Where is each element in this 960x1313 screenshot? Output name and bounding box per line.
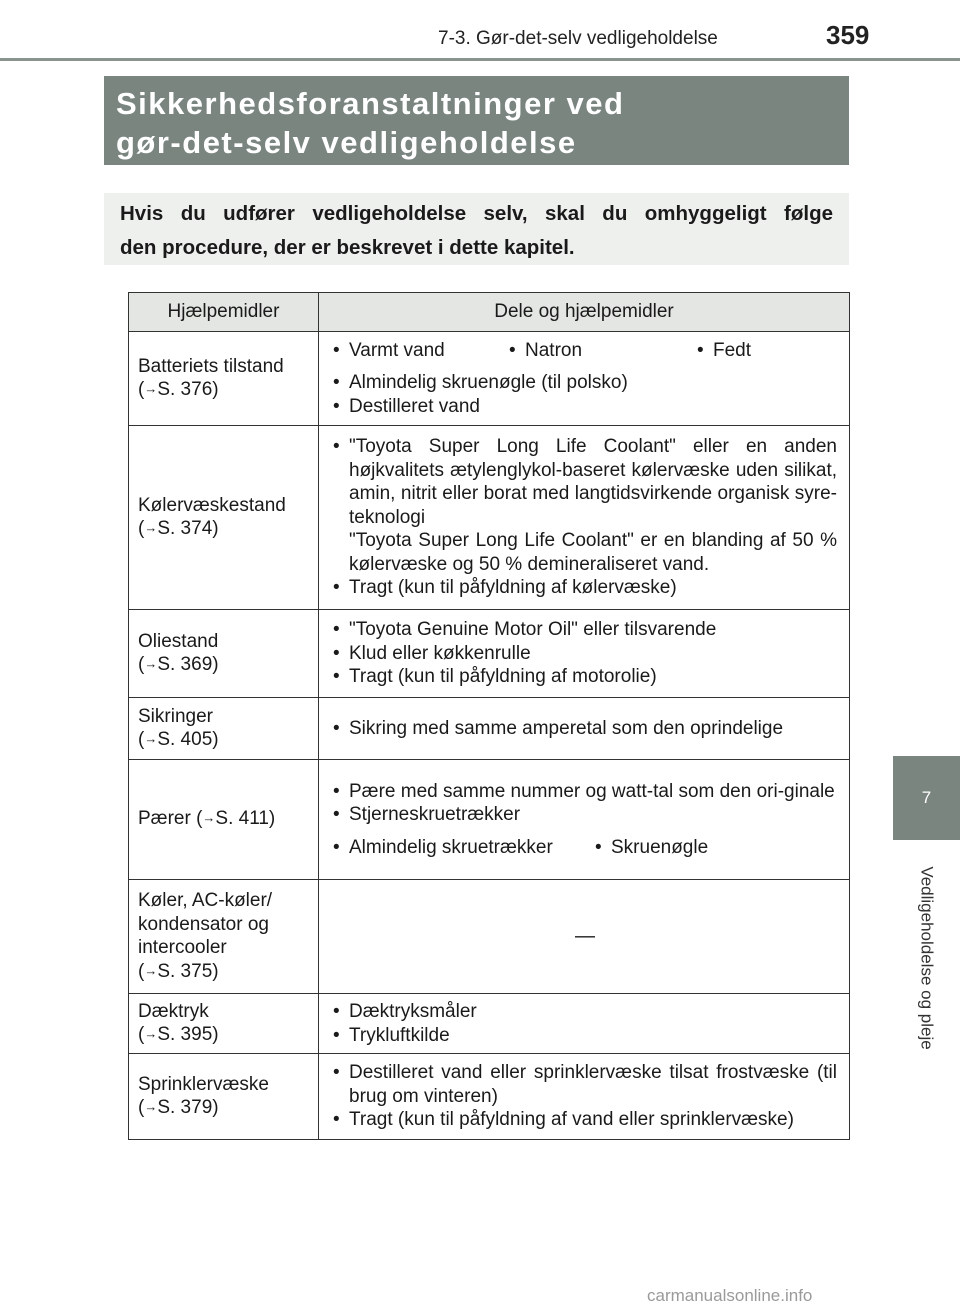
tool-cell — [129, 332, 319, 426]
tool-cell — [129, 994, 319, 1054]
arrow-icon: → — [144, 1026, 158, 1041]
tool-cell — [129, 610, 319, 698]
list-item: • Varmt vand — [333, 339, 509, 363]
intro-line-1: Hvis du udfører vedligeholdelse selv, skal du omhyggeligt følge — [120, 202, 833, 225]
parts-cell — [319, 698, 850, 760]
page-reference: (→S. 405) — [138, 729, 219, 750]
parts-inline-group — [333, 836, 837, 860]
column-header-parts: Dele og hjælpemidler — [319, 293, 850, 332]
watermark: carmanualsonline.info — [647, 1286, 813, 1305]
tool-name: Batteriets tilstand — [138, 355, 284, 377]
list-item: • Almindelig skruetrækker — [333, 836, 595, 860]
list-item-text: • "Toyota Super Long Life Coolant" eller en anden højkvalitets ætylenglykol-baseret kølervæske uden silikat, amin, nitrit eller borat med langtidsvirkende organisk syre-teknologi — [349, 436, 837, 528]
tool-cell — [129, 698, 319, 760]
arrow-icon: → — [144, 962, 158, 978]
table-row — [129, 332, 850, 426]
page-number: 359 — [826, 20, 870, 50]
list-item: • Tragt (kun til påfyldning af vand eller sprinklervæske) — [333, 1108, 837, 1132]
list-item: • Pære med samme nummer og watt-tal som den ori-ginale — [333, 780, 837, 804]
arrow-icon: → — [144, 381, 158, 396]
tool-name: Oliestand — [138, 630, 219, 652]
list-item: • Destilleret vand eller sprinklervæske tilsat frostvæske (til brug om vinteren) — [333, 1061, 837, 1108]
list-item: • Skruenøgle — [595, 836, 708, 860]
chapter-number: 7 — [921, 788, 932, 807]
parts-cell — [319, 994, 850, 1054]
table-header-row — [129, 293, 850, 332]
list-item — [333, 435, 837, 576]
parts-inline-group — [333, 339, 837, 363]
arrow-icon: → — [144, 656, 158, 671]
parts-cell — [319, 332, 850, 426]
list-item: • Sikring med samme amperetal som den oprindelige — [333, 717, 837, 741]
list-item: • Almindelig skruenøgle (til polsko) — [333, 371, 837, 395]
page-reference: (→S. 375) — [138, 960, 219, 982]
table-row — [129, 426, 850, 610]
tool-name: Køler, AC-køler/ — [138, 890, 273, 911]
page-title — [104, 76, 849, 165]
list-item: • Trykluftkilde — [333, 1024, 837, 1048]
tool-name: intercooler — [138, 937, 227, 958]
intro-box — [104, 193, 849, 265]
table-row — [129, 880, 850, 994]
chapter-label — [893, 843, 960, 1073]
table-row — [129, 698, 850, 760]
table-row — [129, 610, 850, 698]
list-item: • Stjerneskruetrækker — [333, 803, 837, 827]
header-rule — [0, 58, 960, 61]
list-item: • Klud eller køkkenrulle — [333, 642, 837, 666]
tools-table — [128, 292, 850, 1140]
tool-name: Sikringer — [138, 705, 213, 727]
list-item: • Tragt (kun til påfyldning af motorolie) — [333, 665, 837, 689]
page-reference: (→S. 395) — [138, 1024, 219, 1045]
arrow-icon: → — [144, 731, 158, 746]
column-header-tools: Hjælpemidler — [129, 293, 319, 332]
title-line-2: gør-det-selv vedligeholdelse — [116, 125, 577, 160]
chapter-tab — [893, 756, 960, 840]
tool-name: Dæktryk — [138, 1000, 209, 1022]
tool-cell — [129, 760, 319, 880]
list-item: • Destilleret vand — [333, 395, 837, 419]
table-row — [129, 994, 850, 1054]
tool-name: kondensator og — [138, 913, 269, 935]
table-row — [129, 1054, 850, 1140]
parts-cell — [319, 760, 850, 880]
tool-cell — [129, 426, 319, 610]
page-reference: (→S. 379) — [138, 1097, 219, 1118]
tool-cell — [129, 880, 319, 994]
list-item: • Natron — [509, 339, 697, 363]
list-item-note: "Toyota Super Long Life Coolant" er en blanding af 50 % kølervæske og 50 % demineraliseret vand. — [349, 530, 837, 575]
page-reference: (→S. 376) — [138, 379, 219, 400]
list-item: • Fedt — [697, 339, 751, 363]
arrow-icon: → — [144, 520, 158, 535]
list-item: • "Toyota Genuine Motor Oil" eller tilsvarende — [333, 618, 837, 642]
tool-cell — [129, 1054, 319, 1140]
tool-name: Sprinklervæske — [138, 1073, 269, 1095]
parts-cell — [319, 610, 850, 698]
parts-cell — [319, 880, 850, 994]
arrow-icon: → — [144, 1099, 158, 1114]
parts-cell — [319, 426, 850, 610]
page-reference: (→S. 374) — [138, 518, 219, 539]
section-header: 7-3. Gør-det-selv vedligeholdelse — [438, 28, 718, 49]
tool-name: Kølervæskestand — [138, 494, 286, 516]
intro-line-2: den procedure, der er beskrevet i dette kapitel. — [120, 236, 575, 259]
list-item: • Dæktryksmåler — [333, 1000, 837, 1024]
table-row — [129, 760, 850, 880]
arrow-icon: → — [202, 810, 216, 826]
tool-name: Pærer (→S. 411) — [138, 808, 276, 830]
page-reference: (→S. 369) — [138, 654, 219, 675]
chapter-label-text: Vedligeholdelse og pleje — [917, 866, 937, 1050]
title-line-1: Sikkerhedsforanstaltninger ved — [116, 86, 625, 121]
empty-dash: — — [575, 924, 595, 947]
list-item: • Tragt (kun til påfyldning af kølervæske) — [333, 576, 837, 600]
parts-cell — [319, 1054, 850, 1140]
